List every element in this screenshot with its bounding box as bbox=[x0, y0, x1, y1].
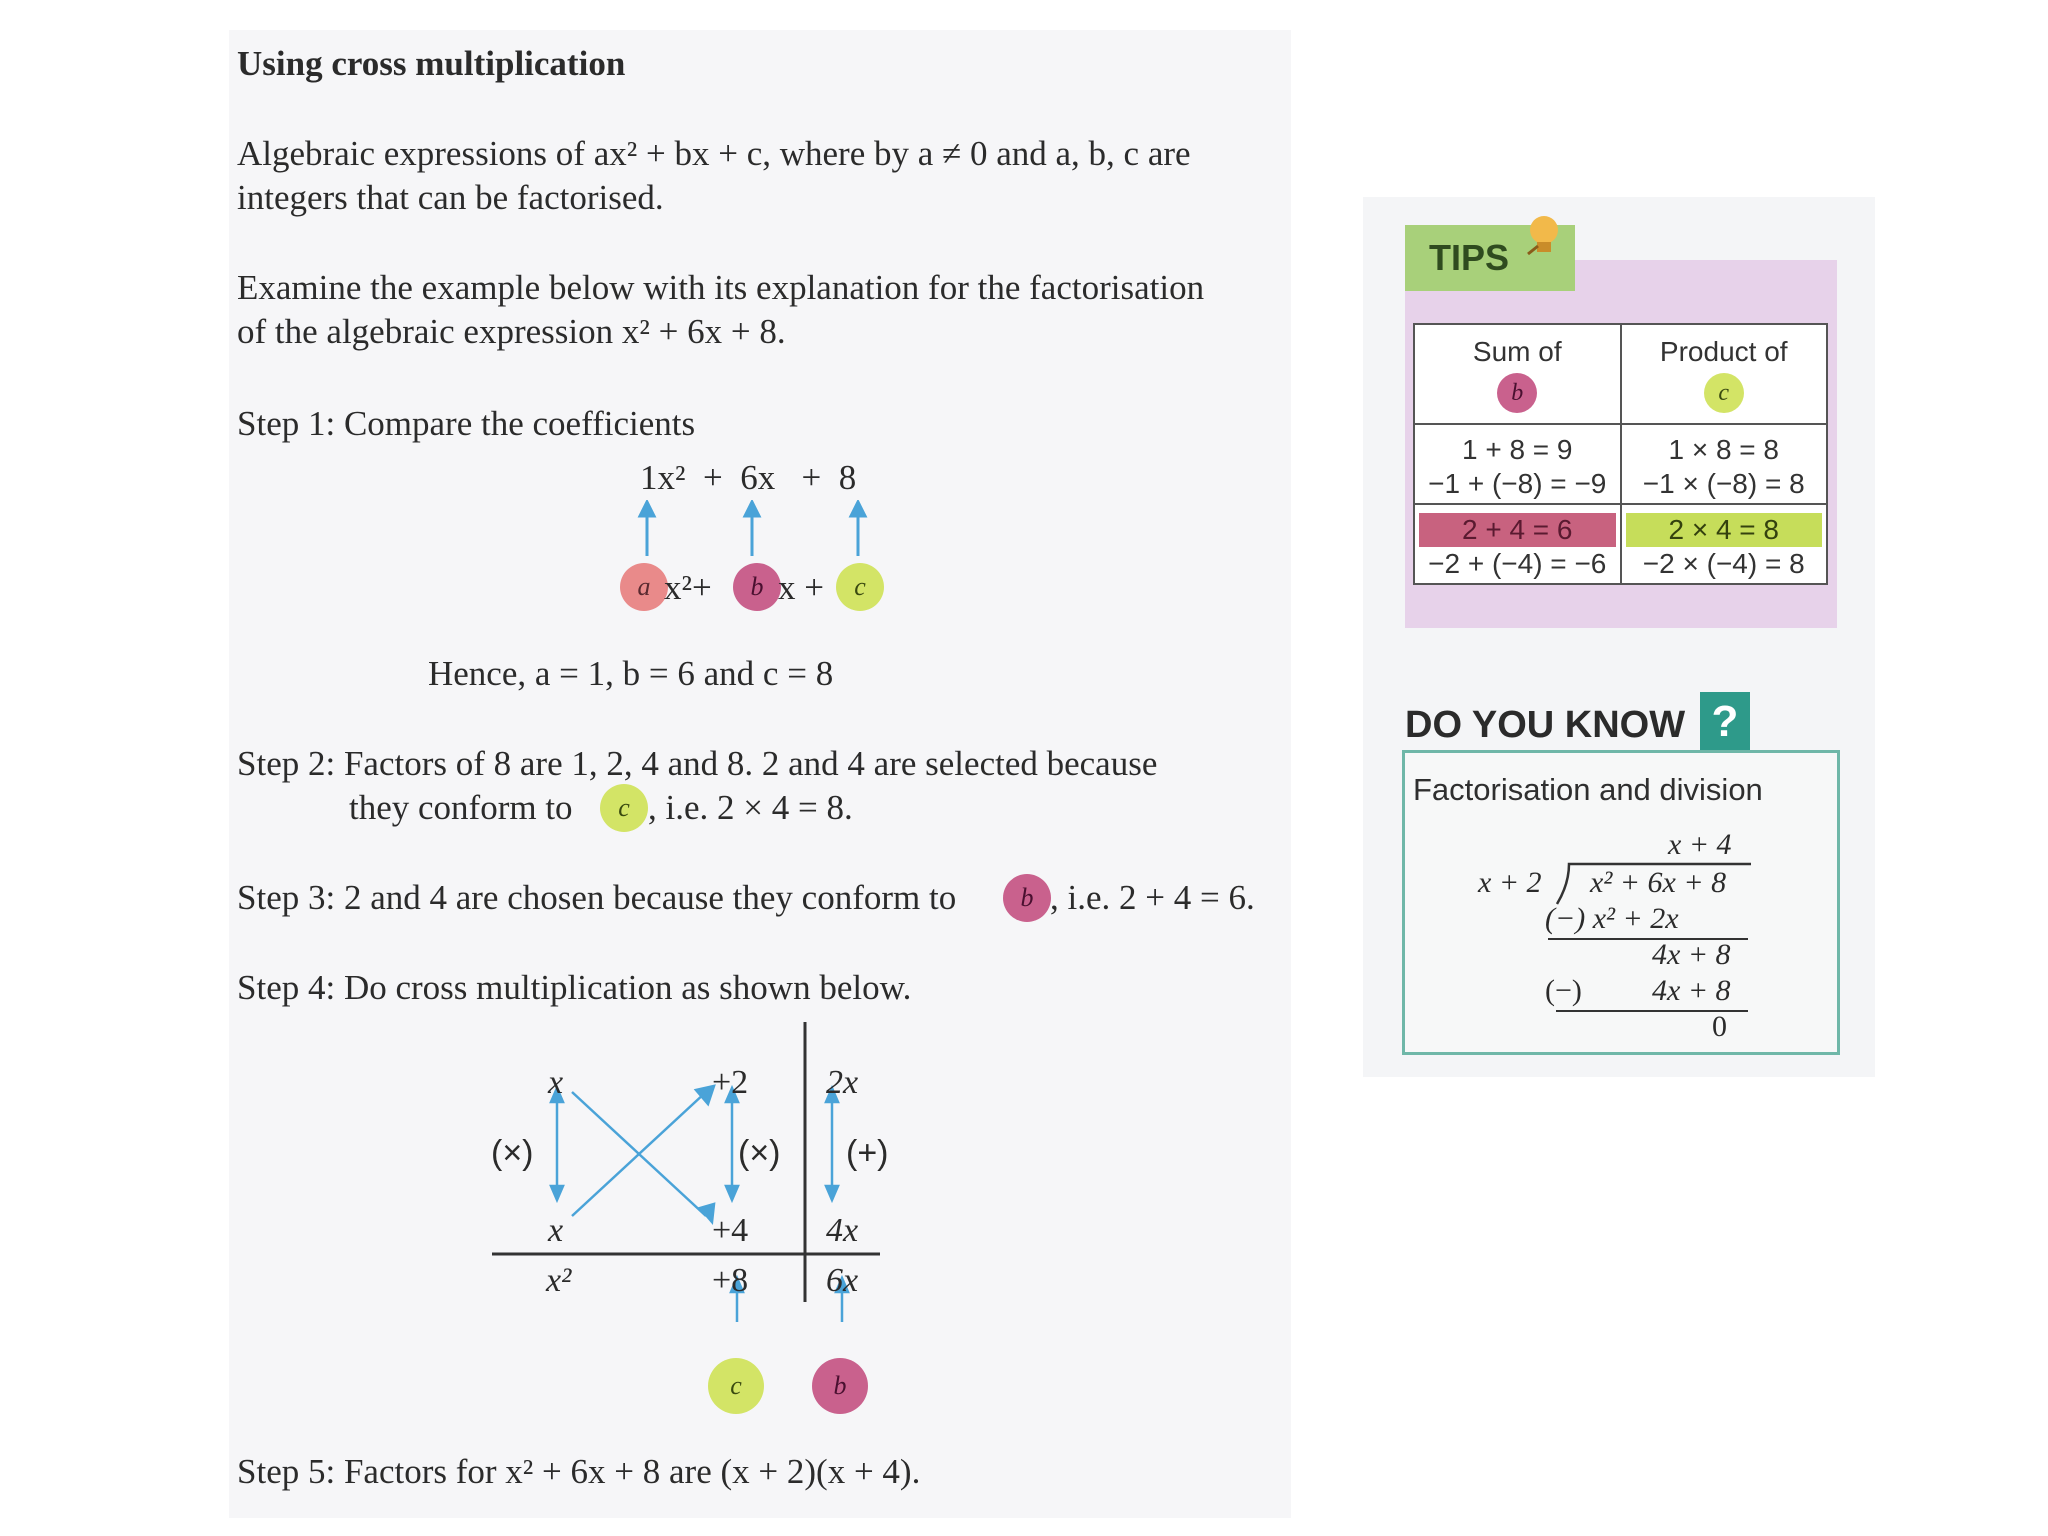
tips-product-cell bbox=[1621, 504, 1828, 584]
cross-times-mid: (×) bbox=[738, 1134, 781, 1172]
examine-line-2: of the algebraic expression x² + 6x + 8. bbox=[237, 312, 786, 351]
tips-sum-3-highlight: 2 + 4 = 6 bbox=[1419, 513, 1616, 547]
tips-sum-1: 1 + 8 = 9 bbox=[1461, 434, 1573, 465]
tips-head-product bbox=[1621, 324, 1828, 424]
step-1: Step 1: Compare the coefficients bbox=[237, 404, 696, 443]
cross-2x: 2x bbox=[826, 1064, 859, 1101]
tips-row bbox=[1414, 504, 1827, 584]
step-3-pre: Step 3: 2 and 4 are chosen because they conform to bbox=[237, 878, 957, 917]
cross-plus8: +8 bbox=[712, 1262, 749, 1299]
badge-b: b bbox=[733, 563, 781, 611]
general-x-plus: x + bbox=[778, 568, 824, 607]
tips-product-3-highlight: 2 × 4 = 8 bbox=[1626, 513, 1823, 547]
tips-row bbox=[1414, 424, 1827, 504]
cross-4x: 4x bbox=[826, 1212, 859, 1249]
division-divisor: x + 2 bbox=[1478, 866, 1542, 899]
general-x2-plus: x²+ bbox=[664, 568, 712, 607]
tips-product-4: −2 × (−4) = 8 bbox=[1642, 548, 1805, 579]
tips-sum-4: −2 + (−4) = −6 bbox=[1428, 548, 1607, 579]
division-subtract-2-sign: (−) bbox=[1545, 974, 1582, 1007]
cross-x-top: x bbox=[548, 1064, 564, 1101]
step-3-post: , i.e. 2 + 4 = 6. bbox=[1050, 878, 1255, 917]
dyk-subtitle: Factorisation and division bbox=[1413, 772, 1763, 807]
intro-line-2: integers that can be factorised. bbox=[237, 178, 664, 217]
cross-times-left: (×) bbox=[491, 1134, 534, 1172]
section-title: Using cross multiplication bbox=[237, 44, 626, 83]
step-2-line-2-post: , i.e. 2 × 4 = 8. bbox=[648, 788, 853, 827]
badge-c: c bbox=[836, 563, 884, 611]
examine-line-1: Examine the example below with its explanation for the factorisation bbox=[237, 268, 1205, 307]
step-1-expression: 1x² + 6x + 8 bbox=[640, 458, 857, 497]
step-2-badge-c: c bbox=[600, 784, 648, 832]
tips-product-1: 1 × 8 = 8 bbox=[1668, 434, 1780, 465]
tips-product-cell bbox=[1621, 424, 1828, 504]
division-quotient: x + 4 bbox=[1668, 828, 1732, 861]
cross-plus-right: (+) bbox=[846, 1134, 889, 1172]
tips-sum-cell bbox=[1414, 504, 1621, 584]
cross-x-squared: x² bbox=[546, 1262, 572, 1299]
tips-badge-c: c bbox=[1704, 373, 1744, 413]
division-subtract-1: (−) x² + 2x bbox=[1545, 902, 1679, 935]
lightbulb-icon bbox=[1520, 210, 1566, 262]
tips-head-sum bbox=[1414, 324, 1621, 424]
badge-a: a bbox=[620, 563, 668, 611]
step-2-line-1: Step 2: Factors of 8 are 1, 2, 4 and 8. 2 and 4 are selected because bbox=[237, 744, 1158, 783]
tips-head-product-label: Product of bbox=[1659, 336, 1788, 367]
division-subtract-2: 4x + 8 bbox=[1652, 974, 1731, 1007]
tips-label: TIPS bbox=[1405, 225, 1575, 291]
question-icon: ? bbox=[1700, 692, 1750, 752]
cross-plus2: +2 bbox=[712, 1064, 749, 1101]
tips-header-row bbox=[1414, 324, 1827, 424]
cross-badge-c: c bbox=[708, 1358, 764, 1414]
dyk-title: DO YOU KNOW bbox=[1405, 704, 1686, 746]
step-5: Step 5: Factors for x² + 6x + 8 are (x + 2)(x + 4). bbox=[237, 1452, 921, 1491]
cross-x-bottom: x bbox=[548, 1212, 564, 1249]
division-remainder-2: 0 bbox=[1712, 1010, 1727, 1043]
cross-plus4: +4 bbox=[712, 1212, 749, 1249]
step-2-line-2-pre: they conform to bbox=[349, 788, 573, 827]
step-1-arrows bbox=[630, 500, 870, 560]
division-dividend: x² + 6x + 8 bbox=[1590, 866, 1727, 899]
intro-line-1: Algebraic expressions of ax² + bx + c, where by a ≠ 0 and a, b, c are bbox=[237, 134, 1191, 173]
step-3-badge-b: b bbox=[1003, 874, 1051, 922]
tips-table bbox=[1413, 323, 1828, 585]
cross-badge-b: b bbox=[812, 1358, 868, 1414]
cross-6x: 6x bbox=[826, 1262, 859, 1299]
tips-head-sum-label: Sum of bbox=[1472, 336, 1562, 367]
division-remainder-1: 4x + 8 bbox=[1652, 938, 1731, 971]
tips-badge-b: b bbox=[1497, 373, 1537, 413]
tips-sum-2: −1 + (−8) = −9 bbox=[1428, 468, 1607, 499]
tips-sum-cell bbox=[1414, 424, 1621, 504]
step-4: Step 4: Do cross multiplication as shown below. bbox=[237, 968, 912, 1007]
hence-line: Hence, a = 1, b = 6 and c = 8 bbox=[428, 654, 834, 693]
tips-product-2: −1 × (−8) = 8 bbox=[1642, 468, 1805, 499]
